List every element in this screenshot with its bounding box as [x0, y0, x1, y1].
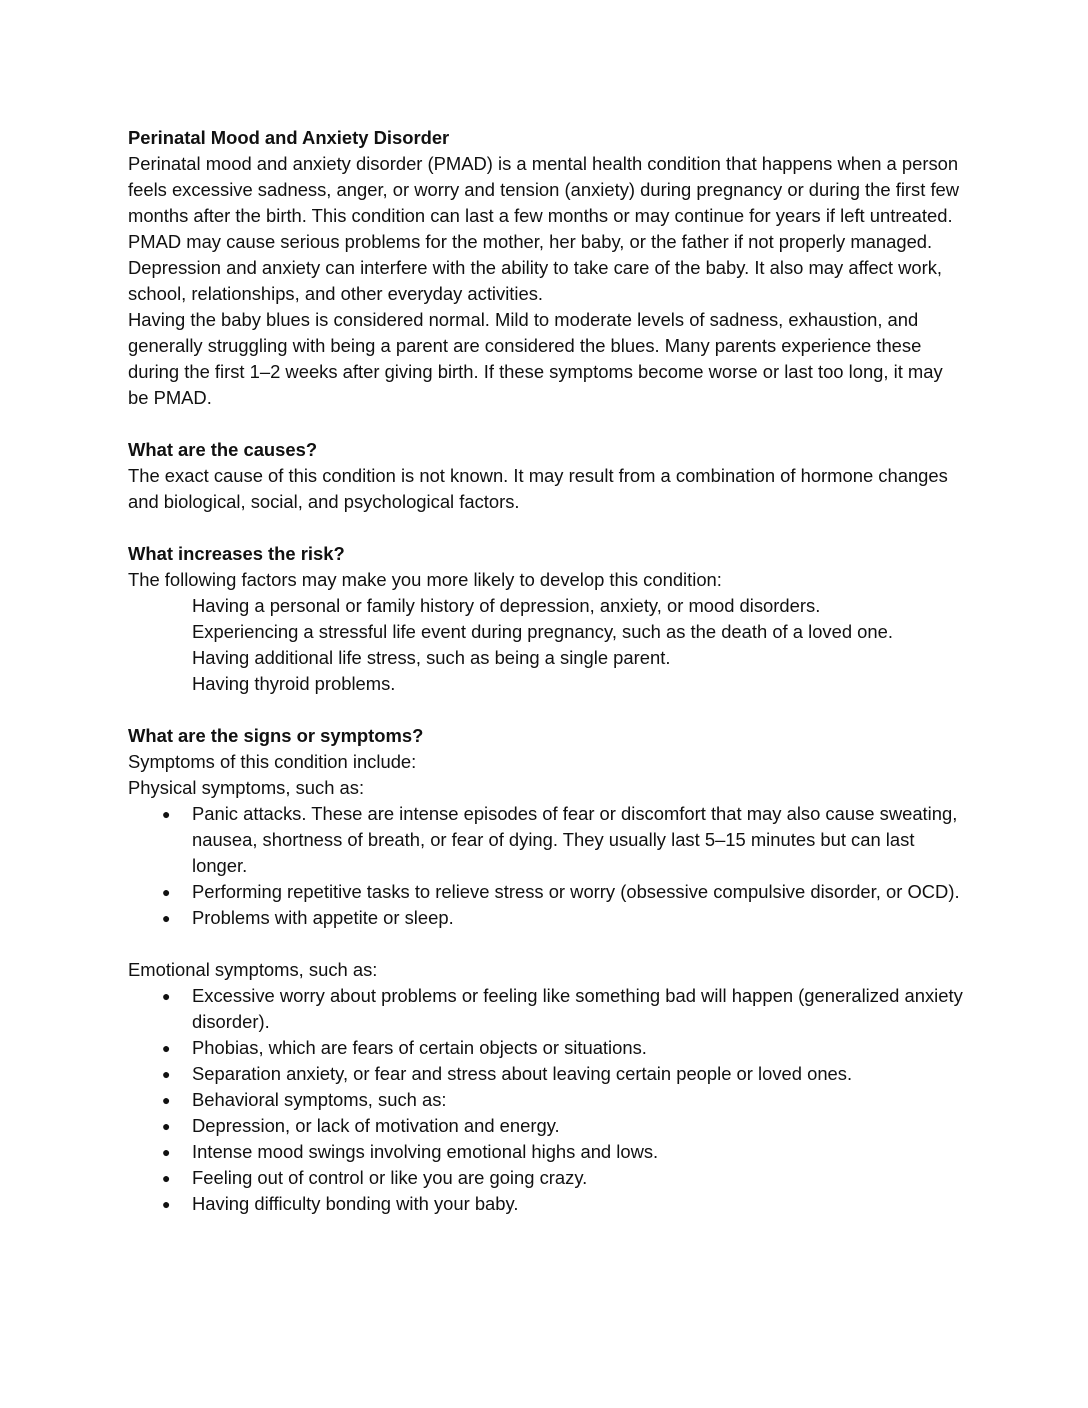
list-item-text: Panic attacks. These are intense episodes of fear or discomfort that may also cause sweating, nausea, shortness of breath, or fear of dying. They usually last 5–15 minutes but can last longer. — [192, 803, 958, 876]
baby-blues-paragraph: Having the baby blues is considered normal. Mild to moderate levels of sadness, exhaustion, and generally struggling with being a parent are considered the blues. Many parents experience these during the first 1–2 weeks after giving birth. If these symptoms become worse or last too long, it may be PMAD. — [128, 309, 943, 408]
list-item-text: Intense mood swings involving emotional highs and lows. — [192, 1141, 659, 1162]
list-item: Having additional life stress, such as being a single parent. — [192, 647, 671, 668]
document-page — [128, 125, 968, 1217]
causes-heading: What are the causes? — [128, 439, 318, 460]
bullet-icon: ● — [162, 1144, 171, 1160]
list-item-text: Having difficulty bonding with your baby. — [192, 1193, 519, 1214]
list-item-text: Problems with appetite or sleep. — [192, 907, 454, 928]
list-item — [128, 1113, 968, 1139]
list-item — [128, 1165, 968, 1191]
list-item-text: Performing repetitive tasks to relieve stress or worry (obsessive compulsive disorder, or OCD). — [192, 881, 960, 902]
emotional-symptoms-label: Emotional symptoms, such as: — [128, 959, 378, 980]
list-item-text: Separation anxiety, or fear and stress about leaving certain people or loved ones. — [192, 1063, 853, 1084]
bullet-icon: ● — [162, 1092, 171, 1108]
list-item-text: Excessive worry about problems or feeling like something bad will happen (generalized anxiety disorder). — [192, 985, 963, 1032]
list-item: Experiencing a stressful life event during pregnancy, such as the death of a loved one. — [192, 621, 893, 642]
risk-factor-list — [128, 593, 968, 697]
bullet-icon: ● — [162, 884, 171, 900]
bullet-icon: ● — [162, 1040, 171, 1056]
risk-intro: The following factors may make you more likely to develop this condition: — [128, 569, 722, 590]
list-item — [128, 905, 968, 931]
bullet-icon: ● — [162, 1118, 171, 1134]
causes-text: The exact cause of this condition is not known. It may result from a combination of hormone changes and biological, social, and psychological factors. — [128, 465, 948, 512]
list-item-text: Behavioral symptoms, such as: — [192, 1089, 447, 1110]
list-item — [128, 1061, 968, 1087]
list-item-text: Depression, or lack of motivation and energy. — [192, 1115, 560, 1136]
list-item — [128, 983, 968, 1035]
emotional-symptoms-list — [128, 983, 968, 1217]
document-title: Perinatal Mood and Anxiety Disorder — [128, 127, 450, 148]
list-item-text: Phobias, which are fears of certain objects or situations. — [192, 1037, 647, 1058]
bullet-icon: ● — [162, 806, 171, 822]
list-item — [128, 879, 968, 905]
symptoms-heading: What are the signs or symptoms? — [128, 725, 424, 746]
list-item: Having thyroid problems. — [192, 673, 396, 694]
list-item — [128, 1139, 968, 1165]
symptoms-intro: Symptoms of this condition include: — [128, 751, 417, 772]
bullet-icon: ● — [162, 1066, 171, 1082]
bullet-icon: ● — [162, 910, 171, 926]
bullet-icon: ● — [162, 1170, 171, 1186]
list-item: Having a personal or family history of depression, anxiety, or mood disorders. — [192, 595, 821, 616]
intro-paragraph: Perinatal mood and anxiety disorder (PMAD) is a mental health condition that happens when a person feels excessive sadness, anger, or worry and tension (anxiety) during pregnancy or during the first few months after the birth. This condition can last a few months or may continue for years if left untreated. PMAD may cause serious problems for the mother, her baby, or the father if not properly managed. Depression and anxiety can interfere with the ability to take care of the baby. It also may affect work, school, relationships, and other everyday activities. — [128, 153, 960, 304]
bullet-icon: ● — [162, 988, 171, 1004]
list-item — [128, 1035, 968, 1061]
physical-symptoms-list — [128, 801, 968, 931]
physical-symptoms-label: Physical symptoms, such as: — [128, 777, 365, 798]
risk-heading: What increases the risk? — [128, 543, 345, 564]
bullet-icon: ● — [162, 1196, 171, 1212]
list-item — [128, 1191, 968, 1217]
list-item — [128, 1087, 968, 1113]
list-item — [128, 801, 968, 879]
list-item-text: Feeling out of control or like you are going crazy. — [192, 1167, 588, 1188]
